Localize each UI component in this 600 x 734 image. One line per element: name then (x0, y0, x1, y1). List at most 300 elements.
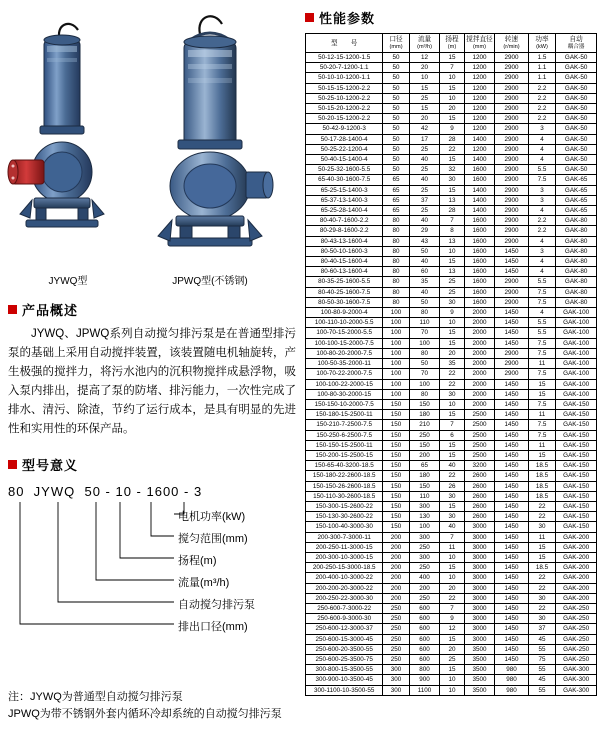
table-cell-4: 2000 (464, 389, 495, 399)
table-cell-3: 6 (440, 430, 464, 440)
table-cell-6: 4 (528, 134, 555, 144)
table-cell-5: 1450 (495, 512, 529, 522)
table-cell-3: 32 (440, 165, 464, 175)
table-cell-1: 50 (383, 93, 409, 103)
table-cell-6: 2.2 (528, 114, 555, 124)
table-row (306, 226, 597, 236)
table-cell-1: 150 (383, 420, 409, 430)
table-cell-2: 210 (409, 420, 440, 430)
table-cell-7: GAK-50 (556, 155, 597, 165)
table-cell-2: 100 (409, 379, 440, 389)
table-row (306, 522, 597, 532)
table-cell-7: GAK-200 (556, 573, 597, 583)
table-row (306, 654, 597, 664)
table-cell-0: 150-180-15-2500-11 (306, 410, 383, 420)
table-cell-3: 13 (440, 195, 464, 205)
table-cell-2: 600 (409, 634, 440, 644)
col-header-power: 功率 (kW) (528, 34, 555, 53)
table-cell-0: 150-200-15-2500-15 (306, 450, 383, 460)
table-cell-5: 2900 (495, 175, 529, 185)
table-cell-0: 50-25-22-1200-4 (306, 144, 383, 154)
table-row (306, 665, 597, 675)
table-cell-3: 20 (440, 583, 464, 593)
table-cell-3: 9 (440, 308, 464, 318)
table-cell-3: 15 (440, 450, 464, 460)
table-cell-1: 100 (383, 348, 409, 358)
table-cell-7: GAK-200 (556, 552, 597, 562)
table-cell-0: 100-100-15-2000-7.5 (306, 338, 383, 348)
table-cell-7: GAK-250 (556, 644, 597, 654)
table-cell-6: 15 (528, 552, 555, 562)
table-cell-5: 2900 (495, 369, 529, 379)
table-cell-1: 100 (383, 308, 409, 318)
model-label-outlet: 排出口径(mm) (178, 621, 248, 633)
table-cell-7: GAK-150 (556, 461, 597, 471)
product-overview-section (8, 300, 296, 439)
table-cell-5: 980 (495, 685, 529, 695)
table-cell-7: GAK-150 (556, 501, 597, 511)
table-cell-5: 2900 (495, 359, 529, 369)
model-code-text: 80 JYWQ 50 - 10 - 1600 - 3 (8, 484, 203, 499)
table-cell-2: 12 (409, 53, 440, 63)
table-cell-3: 35 (440, 359, 464, 369)
table-cell-3: 10 (440, 246, 464, 256)
table-cell-0: 50-25-32-1600-5.5 (306, 165, 383, 175)
table-row (306, 450, 597, 460)
table-cell-6: 11 (528, 532, 555, 542)
table-cell-2: 42 (409, 124, 440, 134)
table-cell-5: 2900 (495, 155, 529, 165)
table-cell-7: GAK-150 (556, 512, 597, 522)
table-cell-0: 200-250-22-3000-30 (306, 593, 383, 603)
model-designation-title: 型号意义 (22, 458, 79, 473)
table-cell-3: 30 (440, 297, 464, 307)
table-cell-1: 250 (383, 624, 409, 634)
product-overview-paragraph: JYWQ、JPWQ系列自动搅匀排污泵是在普通型排污泵的基础上采用自动搅拌装置，该装置随电机轴旋转，产生极强的搅拌力，将污水池内的沉积物搅拌成悬浮物，吸入泵内排出，提高了泵的防堵、排污能力，一次性完成了排水、清污、除渣，节约了运行成本，是具有明显的先进性和实用性的环保产品。 (8, 328, 296, 435)
table-cell-5: 2900 (495, 104, 529, 114)
table-cell-4: 1600 (464, 297, 495, 307)
table-cell-1: 80 (383, 267, 409, 277)
table-cell-3: 15 (440, 501, 464, 511)
table-cell-0: 50-20-7-1200-1.1 (306, 63, 383, 73)
table-row (306, 114, 597, 124)
table-cell-2: 250 (409, 593, 440, 603)
right-column (305, 8, 597, 696)
table-cell-1: 250 (383, 634, 409, 644)
table-cell-0: 150-100-40-3000-30 (306, 522, 383, 532)
table-cell-1: 300 (383, 665, 409, 675)
table-cell-2: 100 (409, 522, 440, 532)
table-cell-0: 80-50-30-1600-7.5 (306, 297, 383, 307)
table-cell-3: 30 (440, 389, 464, 399)
table-cell-4: 1600 (464, 257, 495, 267)
table-cell-4: 3000 (464, 593, 495, 603)
table-cell-4: 3000 (464, 583, 495, 593)
red-square-bullet-icon (8, 460, 17, 469)
table-cell-4: 2500 (464, 450, 495, 460)
table-cell-0: 300-900-10-3500-45 (306, 675, 383, 685)
table-cell-4: 2600 (464, 491, 495, 501)
table-cell-0: 250-600-7-3000-22 (306, 603, 383, 613)
table-cell-4: 2600 (464, 471, 495, 481)
table-cell-6: 1.1 (528, 63, 555, 73)
table-cell-4: 1200 (464, 124, 495, 134)
table-cell-1: 100 (383, 359, 409, 369)
table-cell-3: 7 (440, 532, 464, 542)
table-cell-0: 300-800-15-3500-55 (306, 665, 383, 675)
table-cell-4: 2600 (464, 481, 495, 491)
table-cell-2: 25 (409, 144, 440, 154)
table-cell-0: 50-25-10-1200-2.2 (306, 93, 383, 103)
table-cell-6: 37 (528, 624, 555, 634)
table-cell-3: 7 (440, 603, 464, 613)
table-row (306, 73, 597, 83)
table-cell-6: 22 (528, 573, 555, 583)
table-cell-4: 3500 (464, 675, 495, 685)
table-cell-6: 30 (528, 614, 555, 624)
table-cell-7: GAK-65 (556, 175, 597, 185)
table-cell-3: 15 (440, 328, 464, 338)
table-cell-2: 300 (409, 501, 440, 511)
table-cell-4: 1600 (464, 246, 495, 256)
table-cell-3: 10 (440, 685, 464, 695)
table-cell-5: 1450 (495, 603, 529, 613)
table-cell-2: 300 (409, 552, 440, 562)
table-cell-7: GAK-80 (556, 297, 597, 307)
table-cell-7: GAK-100 (556, 348, 597, 358)
table-cell-5: 980 (495, 675, 529, 685)
table-cell-0: 250-600-9-3000-30 (306, 614, 383, 624)
table-cell-1: 150 (383, 430, 409, 440)
table-cell-1: 65 (383, 206, 409, 216)
table-cell-3: 25 (440, 654, 464, 664)
table-cell-4: 1600 (464, 216, 495, 226)
table-cell-3: 15 (440, 563, 464, 573)
table-cell-1: 50 (383, 63, 409, 73)
table-cell-0: 150-210-7-2500-7.5 (306, 420, 383, 430)
col-header-agitation-diameter: 搅拌直径 (mm) (464, 34, 495, 53)
table-cell-1: 65 (383, 175, 409, 185)
table-cell-3: 10 (440, 675, 464, 685)
table-cell-5: 1450 (495, 542, 529, 552)
table-cell-6: 1.5 (528, 53, 555, 63)
table-cell-6: 7.5 (528, 369, 555, 379)
table-cell-6: 30 (528, 593, 555, 603)
table-row (306, 685, 597, 695)
table-row (306, 430, 597, 440)
table-cell-3: 28 (440, 206, 464, 216)
table-cell-2: 70 (409, 369, 440, 379)
table-cell-0: 80-60-13-1600-4 (306, 267, 383, 277)
table-row (306, 542, 597, 552)
table-cell-4: 2000 (464, 369, 495, 379)
table-cell-4: 1600 (464, 236, 495, 246)
table-cell-2: 600 (409, 644, 440, 654)
table-cell-5: 1450 (495, 644, 529, 654)
table-cell-0: 65-25-28-1400-4 (306, 206, 383, 216)
table-cell-1: 80 (383, 236, 409, 246)
table-cell-1: 250 (383, 654, 409, 664)
table-cell-7: GAK-80 (556, 216, 597, 226)
table-cell-2: 250 (409, 542, 440, 552)
table-cell-1: 250 (383, 644, 409, 654)
table-cell-3: 10 (440, 318, 464, 328)
table-cell-0: 200-400-10-3000-22 (306, 573, 383, 583)
table-cell-1: 150 (383, 512, 409, 522)
table-cell-1: 50 (383, 83, 409, 93)
table-cell-0: 65-40-30-1600-7.5 (306, 175, 383, 185)
table-cell-3: 11 (440, 542, 464, 552)
table-cell-6: 11 (528, 410, 555, 420)
table-cell-2: 43 (409, 236, 440, 246)
table-cell-6: 30 (528, 522, 555, 532)
table-row (306, 124, 597, 134)
table-cell-6: 11 (528, 359, 555, 369)
table-row (306, 236, 597, 246)
table-cell-6: 3 (528, 185, 555, 195)
table-cell-6: 22 (528, 501, 555, 511)
table-cell-4: 1400 (464, 155, 495, 165)
table-cell-7: GAK-50 (556, 104, 597, 114)
table-cell-7: GAK-150 (556, 420, 597, 430)
table-cell-1: 100 (383, 318, 409, 328)
table-cell-7: GAK-250 (556, 603, 597, 613)
table-cell-0: 50-10-10-1200-1.1 (306, 73, 383, 83)
table-row (306, 471, 597, 481)
table-cell-6: 7.5 (528, 348, 555, 358)
table-cell-5: 2900 (495, 195, 529, 205)
table-cell-6: 3 (528, 195, 555, 205)
table-cell-4: 3000 (464, 603, 495, 613)
table-cell-4: 3000 (464, 573, 495, 583)
table-cell-1: 50 (383, 134, 409, 144)
table-cell-5: 1450 (495, 593, 529, 603)
table-row (306, 420, 597, 430)
table-cell-5: 1450 (495, 308, 529, 318)
table-cell-1: 100 (383, 389, 409, 399)
table-row (306, 593, 597, 603)
table-cell-7: GAK-80 (556, 226, 597, 236)
table-row (306, 379, 597, 389)
table-cell-3: 22 (440, 471, 464, 481)
table-cell-0: 150-300-15-2600-22 (306, 501, 383, 511)
table-cell-6: 45 (528, 675, 555, 685)
table-cell-7: GAK-100 (556, 379, 597, 389)
table-cell-5: 1450 (495, 522, 529, 532)
table-cell-4: 1400 (464, 206, 495, 216)
table-row (306, 165, 597, 175)
table-row (306, 338, 597, 348)
table-cell-3: 22 (440, 144, 464, 154)
table-row (306, 155, 597, 165)
pump-jywq (8, 24, 104, 227)
table-row (306, 675, 597, 685)
table-cell-1: 80 (383, 226, 409, 236)
table-cell-3: 12 (440, 624, 464, 634)
table-cell-2: 50 (409, 297, 440, 307)
table-cell-5: 2900 (495, 93, 529, 103)
table-cell-0: 150-110-30-2600-18.5 (306, 491, 383, 501)
table-cell-0: 250-600-12-3000-37 (306, 624, 383, 634)
table-cell-7: GAK-250 (556, 654, 597, 664)
table-cell-0: 150-150-10-2000-7.5 (306, 399, 383, 409)
table-cell-0: 100-100-22-2000-15 (306, 379, 383, 389)
table-cell-6: 4 (528, 236, 555, 246)
table-cell-7: GAK-200 (556, 593, 597, 603)
table-cell-4: 2000 (464, 348, 495, 358)
table-cell-0: 65-37-13-1400-3 (306, 195, 383, 205)
table-cell-5: 2900 (495, 348, 529, 358)
table-cell-3: 9 (440, 614, 464, 624)
model-label-type: 自动搅匀排污泵 (178, 599, 255, 611)
table-cell-0: 100-80-9-2000-4 (306, 308, 383, 318)
table-cell-1: 150 (383, 522, 409, 532)
table-cell-1: 100 (383, 379, 409, 389)
table-cell-0: 250-600-15-3000-45 (306, 634, 383, 644)
table-cell-7: GAK-150 (556, 481, 597, 491)
table-cell-4: 2000 (464, 359, 495, 369)
table-cell-1: 80 (383, 287, 409, 297)
table-cell-0: 80-40-7-1600-2.2 (306, 216, 383, 226)
table-cell-2: 600 (409, 624, 440, 634)
table-cell-0: 100-70-15-2000-5.5 (306, 328, 383, 338)
table-cell-2: 800 (409, 665, 440, 675)
table-cell-1: 50 (383, 53, 409, 63)
table-cell-3: 25 (440, 287, 464, 297)
table-cell-2: 25 (409, 93, 440, 103)
table-cell-7: GAK-50 (556, 124, 597, 134)
table-cell-2: 15 (409, 104, 440, 114)
table-cell-3: 15 (440, 410, 464, 420)
table-cell-1: 150 (383, 410, 409, 420)
table-cell-5: 2900 (495, 73, 529, 83)
table-cell-0: 100-80-30-2000-15 (306, 389, 383, 399)
table-cell-1: 150 (383, 440, 409, 450)
table-cell-3: 20 (440, 644, 464, 654)
table-cell-5: 1450 (495, 430, 529, 440)
table-cell-5: 1450 (495, 573, 529, 583)
table-cell-6: 18.5 (528, 491, 555, 501)
performance-params-heading (305, 8, 597, 27)
table-cell-0: 100-110-10-2000-5.5 (306, 318, 383, 328)
table-cell-3: 15 (440, 114, 464, 124)
table-cell-7: GAK-150 (556, 491, 597, 501)
table-cell-4: 1200 (464, 93, 495, 103)
table-cell-2: 20 (409, 114, 440, 124)
table-cell-4: 2000 (464, 318, 495, 328)
table-cell-5: 2900 (495, 297, 529, 307)
table-cell-6: 4 (528, 144, 555, 154)
table-cell-3: 40 (440, 522, 464, 532)
table-cell-5: 2900 (495, 165, 529, 175)
table-cell-2: 110 (409, 491, 440, 501)
table-cell-1: 150 (383, 471, 409, 481)
table-cell-5: 2900 (495, 277, 529, 287)
table-cell-5: 2900 (495, 83, 529, 93)
col-header-speed: 转速 (r/min) (495, 34, 529, 53)
table-row (306, 328, 597, 338)
product-overview-title: 产品概述 (22, 303, 79, 318)
table-cell-3: 15 (440, 665, 464, 675)
table-cell-0: 100-70-22-2000-7.5 (306, 369, 383, 379)
table-cell-6: 2.2 (528, 104, 555, 114)
table-cell-0: 150-150-15-2500-11 (306, 440, 383, 450)
table-cell-6: 7.5 (528, 420, 555, 430)
table-cell-0: 150-180-22-2600-18.5 (306, 471, 383, 481)
table-cell-3: 10 (440, 573, 464, 583)
table-cell-1: 150 (383, 461, 409, 471)
table-cell-6: 15 (528, 450, 555, 460)
table-cell-6: 45 (528, 634, 555, 644)
table-cell-3: 13 (440, 267, 464, 277)
table-cell-6: 11 (528, 440, 555, 450)
table-cell-2: 80 (409, 308, 440, 318)
table-cell-6: 7.5 (528, 399, 555, 409)
table-cell-4: 1600 (464, 267, 495, 277)
table-cell-2: 100 (409, 338, 440, 348)
table-cell-0: 150-130-30-2600-22 (306, 512, 383, 522)
table-cell-2: 40 (409, 216, 440, 226)
table-cell-5: 1450 (495, 552, 529, 562)
table-cell-7: GAK-300 (556, 665, 597, 675)
table-row (306, 216, 597, 226)
table-cell-5: 1450 (495, 654, 529, 664)
table-cell-2: 50 (409, 359, 440, 369)
table-cell-2: 150 (409, 399, 440, 409)
table-cell-4: 1600 (464, 226, 495, 236)
table-cell-2: 200 (409, 583, 440, 593)
table-cell-0: 80-43-13-1600-4 (306, 236, 383, 246)
table-row (306, 185, 597, 195)
table-cell-0: 100-50-35-2000-11 (306, 359, 383, 369)
table-row (306, 287, 597, 297)
table-cell-7: GAK-100 (556, 338, 597, 348)
table-cell-7: GAK-100 (556, 318, 597, 328)
table-cell-0: 100-80-20-2000-7.5 (306, 348, 383, 358)
table-cell-4: 3000 (464, 634, 495, 644)
table-cell-1: 300 (383, 685, 409, 695)
table-cell-3: 15 (440, 83, 464, 93)
table-row (306, 257, 597, 267)
table-row (306, 359, 597, 369)
table-cell-6: 7.5 (528, 287, 555, 297)
table-cell-2: 250 (409, 430, 440, 440)
col-header-diameter: 口径 (mm) (383, 34, 409, 53)
table-cell-1: 200 (383, 583, 409, 593)
performance-table (305, 33, 597, 696)
table-cell-4: 1200 (464, 53, 495, 63)
model-leader-lines (8, 484, 296, 694)
table-cell-2: 80 (409, 389, 440, 399)
table-cell-4: 1600 (464, 277, 495, 287)
table-cell-7: GAK-80 (556, 287, 597, 297)
table-cell-0: 150-250-6-2500-7.5 (306, 430, 383, 440)
table-row (306, 603, 597, 613)
table-cell-6: 4 (528, 155, 555, 165)
table-cell-0: 250-600-25-3500-75 (306, 654, 383, 664)
table-cell-0: 200-200-20-3000-22 (306, 583, 383, 593)
table-cell-0: 80-40-15-1600-4 (306, 257, 383, 267)
table-cell-2: 40 (409, 257, 440, 267)
table-cell-7: GAK-150 (556, 471, 597, 481)
table-cell-3: 15 (440, 257, 464, 267)
table-cell-2: 150 (409, 481, 440, 491)
table-cell-7: GAK-80 (556, 236, 597, 246)
table-cell-3: 8 (440, 226, 464, 236)
table-cell-4: 1200 (464, 83, 495, 93)
model-label-power: 电机功率(kW) (178, 511, 246, 523)
table-row (306, 614, 597, 624)
